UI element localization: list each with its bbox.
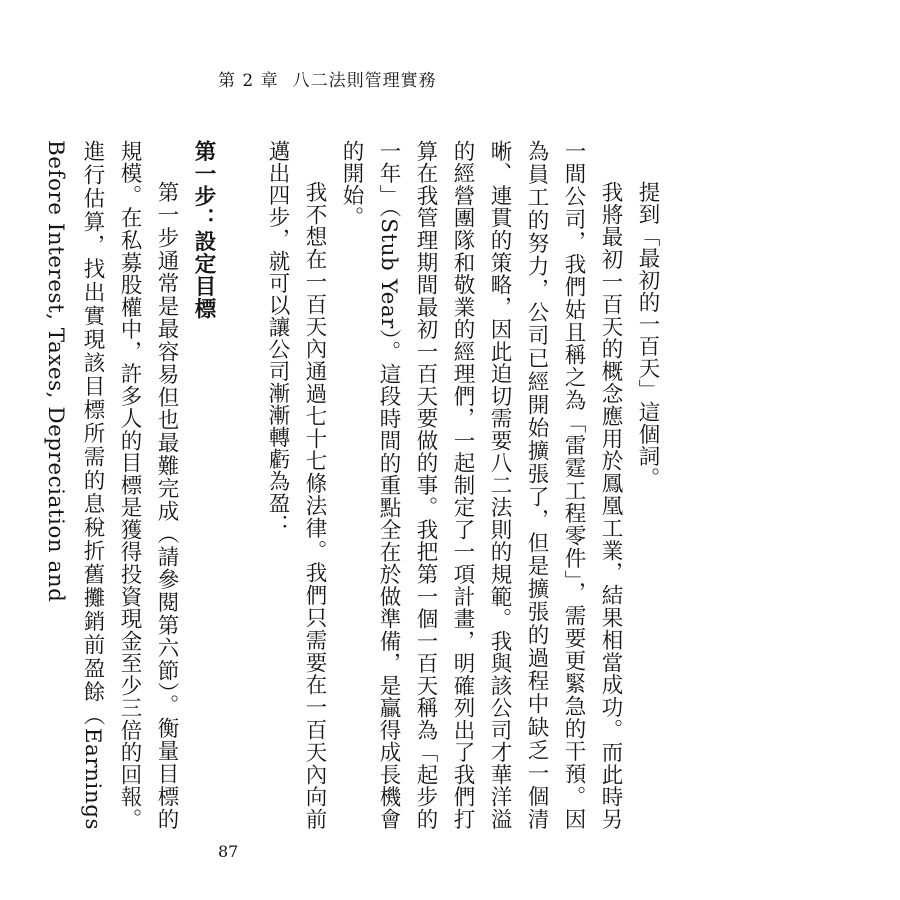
blank-line bbox=[222, 140, 259, 830]
chapter-title: 八二法則管理實務 bbox=[292, 71, 437, 91]
paragraph-3: 我不想在一百天內通過七十七條法律。我們只需要在一百天內向前邁出四步，就可以讓公司漸漸轉虧為盈： bbox=[265, 140, 327, 830]
paragraph-1: 提到「最初的一百天」這個詞。 bbox=[635, 180, 660, 489]
section-heading: 第一步：設定目標 bbox=[191, 140, 216, 320]
running-header bbox=[218, 66, 437, 91]
paragraph-2: 我將最初一百天的概念應用於鳳凰工業，結果相當成功。而此時另一間公司，我們姑且稱之為「雷霆工程零件」，需要更緊急的干預。因為員工的努力，公司已經開始擴張了，但是擴張的過程中缺乏一個清晰、連貫的策略，因此迫切需要八二法則的規範。我與該公司才華洋溢的經營團隊和敬業的經理們，一起制定了一項計畫，明確列出了我們打算在我管理期間最初一百天要做的事。我把第一個一百天稱為「起步的一年」（Stub Year）。這段時間的重點全在於做準備，是贏得成長機會的開始。 bbox=[339, 140, 623, 830]
body-text bbox=[43, 140, 666, 830]
page-number: 87 bbox=[218, 842, 239, 861]
paragraph-4: 第一步通常是最容易但也最難完成（請參閱第六節）。衡量目標的規模。在私募股權中，許多人的目標是獲得投資現金至少三倍的回報。進行估算，找出實現該目標所需的息稅折舊攤銷前盈餘（Earnings Before Interest, Taxes, Depreciation and bbox=[43, 140, 179, 830]
chapter-number: 第 2 章 bbox=[218, 71, 279, 91]
